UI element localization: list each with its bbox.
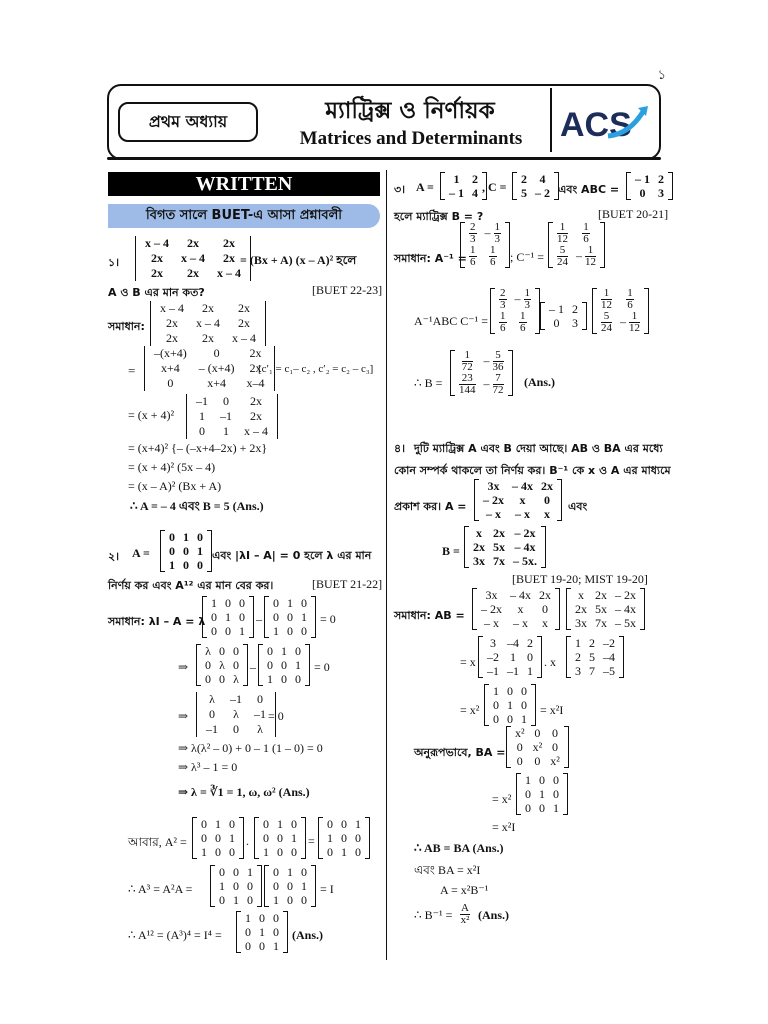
q4-result-3: A = x²B⁻¹ [440, 883, 489, 897]
q4-answer: (Ans.) [478, 908, 510, 922]
header-underline [107, 157, 661, 160]
q4-result-1: ∴ AB = BA (Ans.) [414, 841, 504, 855]
acs-logo [550, 88, 656, 152]
q2-char-det: λ –1 0 0 λ –1 –1 0 λ [196, 692, 276, 737]
q3-question: হলে ম্যাট্রিক্স B = ? [394, 210, 484, 223]
q3-expr-abc: – 1 2 0 3 [540, 302, 587, 330]
q4-factor-x: = x [460, 655, 476, 669]
q3-matrix-a: 1 2 – 1 4 [440, 172, 487, 200]
q1-sol-det-3: –1 0 2x 1 –1 2x 0 1 x – 4 [186, 394, 278, 439]
logo-text: ACS [560, 106, 632, 144]
q1-equation-tail: = (Bx + A) (x – A)² হলে [240, 253, 357, 267]
q3-cinv-label: ; C⁻¹ = [510, 250, 545, 264]
q2-question: নির্ণয় কর এবং A¹² এর মান বের কর। [108, 579, 274, 592]
q1-sol-det-2: –(x+4) 0 2x x+4 – (x+4) 2x 0 x+4 x–4 [144, 346, 275, 391]
q2-a2-right: 0 1 0 0 0 1 1 0 0 [254, 817, 306, 859]
q2-implies-2: ⇒ [178, 709, 189, 723]
q2-a-matrix-copy-2: 0 1 0 0 0 1 1 0 0 [258, 644, 310, 686]
q2-eq-zero-3: = 0 [268, 709, 284, 723]
q2-lambda-matrix: λ 0 0 0 λ 0 0 0 λ [196, 644, 248, 686]
q2-eq-zero-2: = 0 [314, 660, 330, 674]
q3-expr-cinv: $\frac{1}{12}$ $\frac{1}{6}$ $\frac{5}{24}$ – $\frac{1}{12}$ [592, 288, 649, 334]
q4-ab-b: x 2x – 2x 2x 5x – 4x 3x 7x – 5x [566, 588, 645, 630]
q1-step-1: = (x + 4)² [128, 408, 175, 422]
chapter-title-english: Matrices and Determinants [299, 128, 523, 149]
q2-solution-label: সমাধান: λI – A = λ [108, 615, 206, 628]
q4-ab-x2i: = x²I [540, 703, 564, 717]
q4-text-line-1: দুটি ম্যাট্রিক্স A এবং B দেয়া আছে। AB ও BA এর মধ্যে [414, 442, 663, 455]
q4-number: ৪। [394, 442, 406, 455]
q1-reference: [BUET 22-23] [312, 283, 383, 297]
q4-ba-identity: 1 0 0 0 1 0 0 0 1 [516, 773, 568, 815]
q3-abc-eq: এবং ABC = [558, 183, 620, 196]
q2-a-matrix-copy: 0 1 0 0 0 1 1 0 0 [264, 596, 316, 638]
buet-section-heading: বিগত সালে BUET-এ আসা প্রশ্নাবলী [108, 204, 380, 228]
q2-a2-result: 0 0 1 1 0 0 0 1 0 [318, 817, 370, 859]
q3-matrix-c: 2 4 5 – 2 [512, 172, 559, 200]
q3-expr-ainv: $\frac{2}{3}$ – $\frac{1}{3}$ $\frac{1}{6}$ $\frac{1}{6}$ [490, 288, 540, 334]
q3-expression: A⁻¹ABC C⁻¹ = [414, 314, 488, 328]
column-divider [386, 170, 387, 960]
chapter-label: প্রথম অধ্যায় [118, 102, 258, 142]
q2-a3-label: ∴ A³ = A²A = [128, 882, 193, 896]
q3-solution-label: সমাধান: A⁻¹ = [394, 252, 467, 265]
q3-b-label: ∴ B = [414, 376, 443, 390]
q2-matrix-a: 0 1 0 0 0 1 1 0 0 [160, 530, 212, 572]
q2-a3-eq-i: = I [320, 882, 334, 896]
q4-binv-fraction: A x² [460, 902, 470, 926]
q2-a-eq: A = [132, 546, 150, 560]
q1-determinant: x – 4 2x 2x 2x x – 4 2x 2x 2x x – 4 [135, 236, 251, 281]
q4-dot-x: . x [544, 655, 556, 669]
q2-identity-matrix: 1 0 0 0 1 0 0 0 1 [202, 596, 254, 638]
q4-ab-a: 3x – 4x 2x – 2x x 0 – x – x x [472, 588, 560, 630]
q4-text-line-2: কোন সম্পর্ক থাকলে তা নির্ণয় কর। B⁻¹ কে x ও A এর মাধ্যমে [394, 464, 671, 477]
q4-ab-identity: 1 0 0 0 1 0 0 0 1 [484, 684, 536, 726]
q2-minus-2: – [250, 660, 256, 674]
q3-answer: (Ans.) [524, 375, 556, 389]
q2-a2-left: 0 1 0 0 0 1 1 0 0 [192, 817, 244, 859]
q4-reference: [BUET 19-20; MIST 19-20] [512, 572, 648, 586]
q2-a3-right: 0 1 0 0 0 1 1 0 0 [264, 865, 316, 907]
q4-text-line-3: প্রকাশ কর। A = [394, 500, 467, 513]
q2-a12-identity: 1 0 0 0 1 0 0 0 1 [236, 911, 288, 953]
q3-a-inverse: $\frac{2}{3}$ – $\frac{1}{3}$ $\frac{1}{6}$ $\frac{1}{6}$ [460, 222, 510, 268]
q2-a3-left: 0 0 1 1 0 0 0 1 0 [210, 865, 262, 907]
q2-reference: [BUET 21-22] [312, 577, 383, 591]
q2-step-2: ⇒ λ³ – 1 = 0 [178, 760, 238, 774]
q4-ba-x2: = x² [492, 792, 512, 806]
q4-factored-a: 3 –4 2 –2 1 0 –1 –1 1 [478, 636, 542, 678]
q4-similarly: অনুরূপভাবে, BA = [414, 746, 506, 759]
q1-eq-sign: = [128, 363, 136, 378]
q1-column-ops: [c′₁ = c₁– c₂ , c′₂ = c₂ – c₃] [258, 363, 374, 375]
q4-factored-b: 1 2 –2 2 5 –4 3 7 –5 [566, 636, 624, 678]
q2-eq-zero-1: = 0 [320, 612, 336, 626]
q2-number: ২। [108, 550, 120, 563]
q2-condition: এবং |λI – A| = 0 হলে λ এর মান [212, 549, 372, 562]
q2-a12-label: ∴ A¹² = (A³)⁴ = I⁴ = [128, 928, 222, 942]
written-heading: WRITTEN [108, 172, 380, 196]
q3-matrix-abc: – 1 2 0 3 [626, 172, 673, 200]
q4-result-2: এবং BA = x²I [414, 863, 481, 877]
q4-and: এবং [568, 500, 588, 513]
q1-sol-det-1: x – 4 2x 2x 2x x – 4 2x 2x 2x x – 4 [150, 301, 266, 346]
q1-solution-label: সমাধান: [108, 320, 145, 333]
q4-matrix-a: 3x – 4x 2x – 2x x 0 – x – x x [474, 479, 562, 521]
q2-dot: . [246, 834, 249, 848]
q3-reference: [BUET 20-21] [598, 207, 669, 221]
q2-implies-1: ⇒ [178, 660, 189, 674]
chapter-title-bengali: ম্যাট্রিক্স ও নির্ণায়ক [325, 98, 495, 124]
q4-b-eq: B = [442, 544, 460, 558]
q2-again: আবার, A² = [128, 835, 187, 849]
q4-result-4: ∴ B⁻¹ = [414, 908, 453, 922]
q3-c-inverse: $\frac{1}{12}$ $\frac{1}{6}$ $\frac{5}{24}$ – $\frac{1}{12}$ [548, 222, 605, 268]
page-number: ১ [657, 67, 666, 82]
q3-b-result: $\frac{1}{72}$ – $\frac{5}{36}$ $\frac{23}{144}$ – $\frac{7}{72}$ [450, 350, 513, 396]
q2-step-3: ⇒ λ = ∛1 = 1, ω, ω² (Ans.) [178, 785, 310, 799]
q4-ba-x2i: = x²I [492, 820, 516, 834]
q2-step-1: ⇒ λ(λ² – 0) + 0 – 1 (1 – 0) = 0 [178, 741, 323, 755]
acs-logo-mark [558, 96, 650, 144]
q1-number: ১। [108, 256, 120, 269]
q2-a12-answer: (Ans.) [292, 928, 324, 942]
q1-answer: ∴ A = – 4 এবং B = 5 (Ans.) [130, 499, 264, 513]
q4-x2: = x² [460, 703, 480, 717]
q3-c-eq: , C = [482, 180, 507, 194]
q1-step-3: = (x + 4)² (5x – 4) [128, 460, 216, 474]
q1-step-4: = (x – A)² (Bx + A) [128, 479, 222, 493]
q3-a-eq: A = [416, 180, 434, 194]
q4-ba-matrix: x² 0 0 0 x² 0 0 0 x² [506, 726, 569, 768]
q2-a2-eq: = [308, 834, 315, 848]
q4-matrix-b: x 2x – 2x 2x 5x – 4x 3x 7x – 5x. [464, 526, 546, 568]
q1-step-2: = (x+4)² {– (–x+4–2x) + 2x} [128, 441, 268, 455]
q1-question: A ও B এর মান কত? [108, 286, 205, 299]
q2-minus: – [256, 612, 262, 626]
q4-solution-label: সমাধান: AB = [394, 609, 465, 622]
q3-number: ৩। [394, 183, 406, 196]
